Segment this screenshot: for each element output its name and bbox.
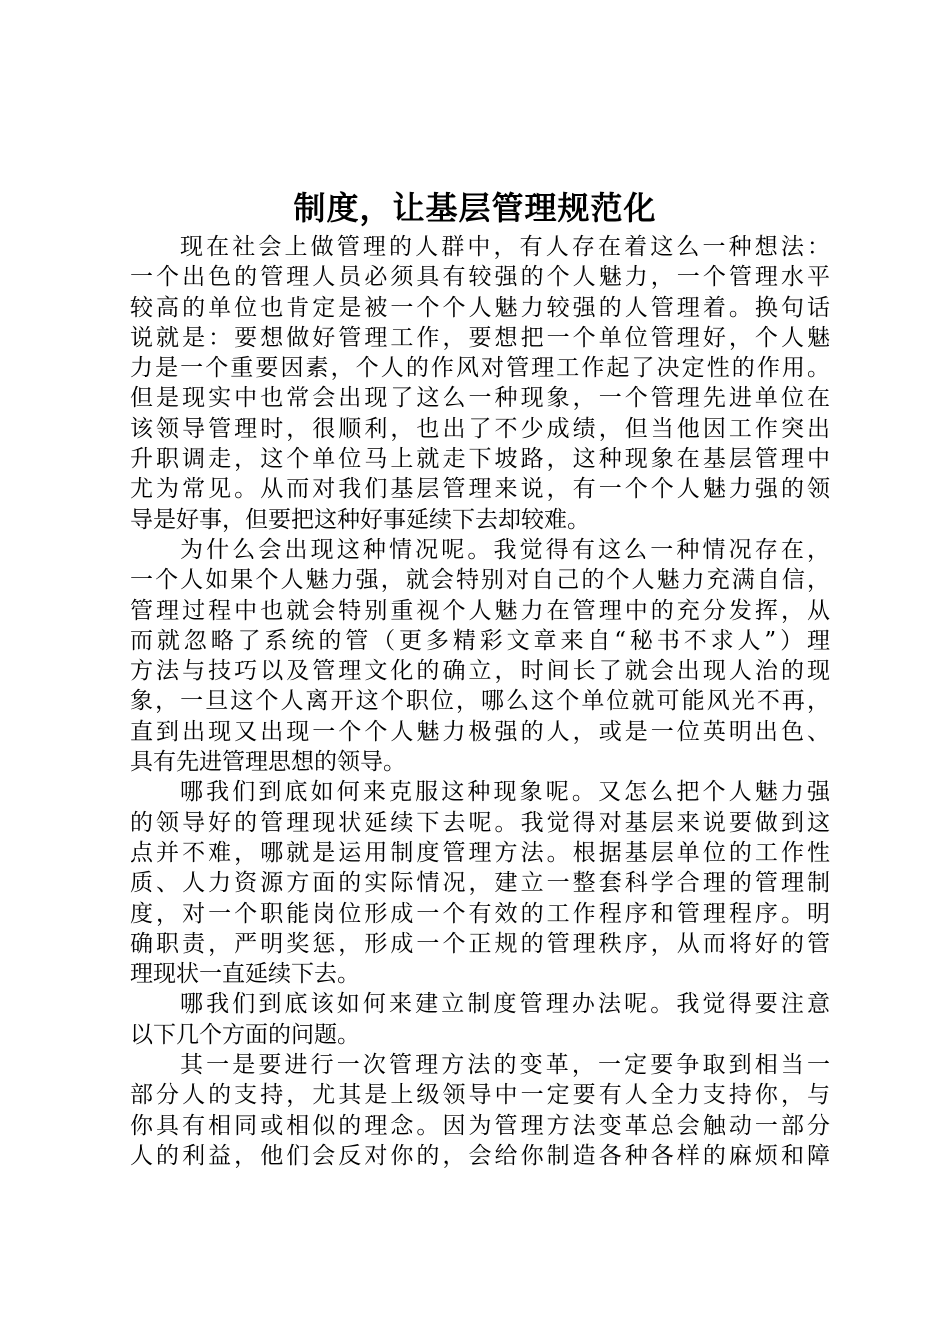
text-line: 人的利益，他们会反对你的，会给你制造各种各样的麻烦和障 [130, 1142, 830, 1169]
text-line: 升职调走，这个单位马上就走下坡路，这种现象在基层管理中 [130, 446, 830, 473]
text-line: 为什么会出现这种情况呢。我觉得有这么一种情况存在， [180, 536, 830, 563]
text-line: 但是现实中也常会出现了这么一种现象，一个管理先进单位在 [130, 385, 830, 412]
text-line: 哪我们到底如何来克服这种现象呢。又怎么把个人魅力强 [180, 779, 830, 806]
text-line: 的领导好的管理现状延续下去呢。我觉得对基层来说要做到这 [130, 809, 830, 836]
text-line: 导是好事，但要把这种好事延续下去却较难。 [130, 506, 590, 533]
text-line: 较高的单位也肯定是被一个个人魅力较强的人管理着。换句话 [130, 294, 830, 321]
text-line: 直到出现又出现一个个人魅力极强的人，或是一位英明出色、 [130, 718, 830, 745]
text-line: 确职责，严明奖惩，形成一个正规的管理秩序，从而将好的管 [130, 930, 830, 957]
text-line: 其一是要进行一次管理方法的变革，一定要争取到相当一 [180, 1052, 830, 1079]
text-line: 一个出色的管理人员必须具有较强的个人魅力，一个管理水平 [130, 264, 830, 291]
paragraph-1 [130, 232, 830, 535]
text-line: 质、人力资源方面的实际情况，建立一整套科学合理的管理制 [130, 870, 830, 897]
paragraph-5 [130, 1050, 830, 1171]
text-line: 力是一个重要因素，个人的作风对管理工作起了决定性的作用。 [130, 355, 830, 382]
paragraph-3 [130, 777, 830, 989]
text-line: 以下几个方面的问题。 [130, 1021, 360, 1048]
text-line: 部分人的支持，尤其是上级领导中一定要有人全力支持你，与 [130, 1082, 830, 1109]
text-line: 而就忽略了系统的管（更多精彩文章来自“秘书不求人”）理 [130, 627, 830, 654]
paragraph-2 [130, 535, 830, 777]
text-line: 理现状一直延续下去。 [130, 961, 360, 988]
text-line: 哪我们到底该如何来建立制度管理办法呢。我觉得要注意 [180, 991, 830, 1018]
text-line: 一个人如果个人魅力强，就会特别对自己的个人魅力充满自信， [130, 567, 830, 594]
text-line: 你具有相同或相似的理念。因为管理方法变革总会触动一部分 [130, 1112, 830, 1139]
text-line: 尤为常见。从而对我们基层管理来说，有一个个人魅力强的领 [130, 476, 830, 503]
text-line: 说就是：要想做好管理工作，要想把一个单位管理好，个人魅 [130, 324, 830, 351]
text-line: 现在社会上做管理的人群中，有人存在着这么一种想法： [180, 234, 830, 260]
text-line: 该领导管理时，很顺利，也出了不少成绩，但当他因工作突出 [130, 415, 830, 442]
text-line: 方法与技巧以及管理文化的确立，时间长了就会出现人治的现 [130, 658, 830, 685]
text-line: 点并不难，哪就是运用制度管理方法。根据基层单位的工作性 [130, 839, 830, 866]
text-line: 象，一旦这个人离开这个职位，哪么这个单位就可能风光不再， [130, 688, 830, 715]
text-line: 度，对一个职能岗位形成一个有效的工作程序和管理程序。明 [130, 900, 830, 927]
text-line: 具有先进管理思想的领导。 [130, 749, 406, 776]
paragraph-4 [130, 989, 830, 1050]
document-title: 制度，让基层管理规范化 [293, 189, 657, 227]
document-body [130, 232, 830, 1171]
text-line: 管理过程中也就会特别重视个人魅力在管理中的充分发挥，从 [130, 597, 830, 624]
